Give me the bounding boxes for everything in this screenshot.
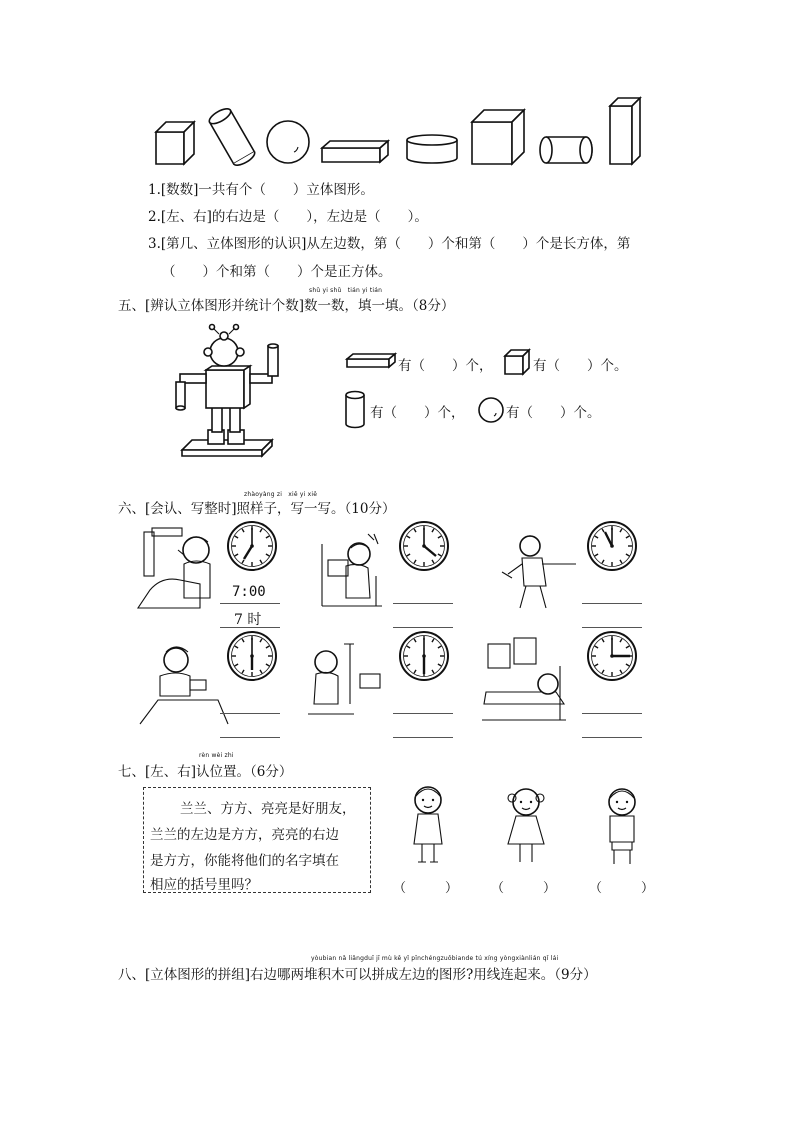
lying-cylinder-shape (540, 137, 592, 163)
scene-sleeping (482, 638, 566, 720)
girl-figure (414, 787, 442, 862)
big-cube-shape (472, 110, 524, 164)
answer-line[interactable] (220, 737, 280, 738)
count-cuboid-text: 有（ ）个， (398, 358, 493, 374)
cube-icon (503, 348, 531, 376)
tall-cuboid-shape (610, 98, 640, 164)
flat-cuboid-shape (322, 141, 388, 162)
robot-illustration (172, 322, 282, 462)
answer-line[interactable] (393, 737, 453, 738)
solid-shapes-row (150, 92, 650, 167)
section-5-heading: 五、[辨认立体图形并统计个数]数一数，填一填。（8分） (118, 298, 455, 314)
answer-blank-middle[interactable]: （ ） (491, 881, 557, 896)
pinyin-annotation: rèn wèi zhi (199, 752, 234, 759)
scene-exercising (502, 536, 576, 608)
answer-line (220, 603, 280, 604)
count-cube-text: 有（ ）个。 (533, 358, 628, 374)
cylinder-icon (344, 390, 366, 430)
question-3-part-b: （ ）个和第（ ）个是正方体。 (162, 264, 392, 280)
answer-line[interactable] (220, 713, 280, 714)
sphere-icon (477, 396, 505, 424)
story-line-2: 兰兰的左边是方方，亮亮的右边 (150, 827, 339, 843)
answer-line[interactable] (393, 713, 453, 714)
question-3-part-a: 3.[第几、立体图形的认识]从左边数，第（ ）个和第（ ）个是长方体，第 (148, 236, 631, 252)
answer-line[interactable] (393, 603, 453, 604)
story-line-1: 兰兰、方方、亮亮是好朋友， (180, 801, 356, 817)
wide-cylinder-shape (407, 135, 457, 163)
answer-line[interactable] (582, 627, 642, 628)
count-sphere-text: 有（ ）个。 (506, 405, 601, 421)
example-chinese-time: 7 时 (234, 612, 262, 628)
section-6-heading: 六、[会认、写整时]照样子，写一写。（10分） (118, 501, 396, 517)
example-digital-time: 7:00 (232, 584, 266, 600)
answer-line[interactable] (393, 627, 453, 628)
question-2: 2.[左、右]的右边是（ ），左边是（ ）。 (148, 209, 428, 225)
story-line-3: 是方方，你能将他们的名字填在 (150, 853, 339, 869)
section-8-heading: 八、[立体图形的拼组]右边哪两堆积木可以拼成左边的图形?用线连起来。（9分） (118, 967, 597, 983)
answer-line[interactable] (582, 603, 642, 604)
section-7-heading: 七、[左、右]认位置。（6分） (118, 764, 293, 780)
pinyin-annotation: shǔ yi shǔ tián yi tián (309, 287, 383, 294)
scene-reading (322, 534, 382, 606)
scene-brushing-teeth (138, 528, 210, 608)
cylinder-shape (207, 106, 257, 168)
flat-cuboid-icon (345, 353, 397, 371)
answer-line (220, 627, 280, 628)
cube-shape (156, 122, 194, 164)
pinyin-annotation: zhàoyàng zi xiě yi xiě (244, 491, 318, 498)
question-1: 1.[数数]一共有个（ ）立体图形。 (148, 182, 374, 198)
answer-line[interactable] (582, 737, 642, 738)
answer-blank-left[interactable]: （ ） (393, 881, 459, 896)
scene-eating (140, 647, 228, 724)
boy-figure (609, 789, 635, 864)
pinyin-annotation: yòubian nǎ liǎngduī jī mù kě yǐ pīnchéngzuǒbiande tú xíng yòngxiànlián qǐ lái (311, 955, 559, 962)
answer-blank-right[interactable]: （ ） (589, 881, 655, 896)
children-illustration (400, 782, 650, 872)
scene-studying-desk (308, 644, 380, 714)
sphere-shape (267, 121, 309, 163)
count-cylinder-text: 有（ ）个， (370, 405, 465, 421)
girl-figure (508, 789, 544, 862)
answer-line[interactable] (582, 713, 642, 714)
story-line-4: 相应的括号里吗？ (150, 877, 258, 893)
